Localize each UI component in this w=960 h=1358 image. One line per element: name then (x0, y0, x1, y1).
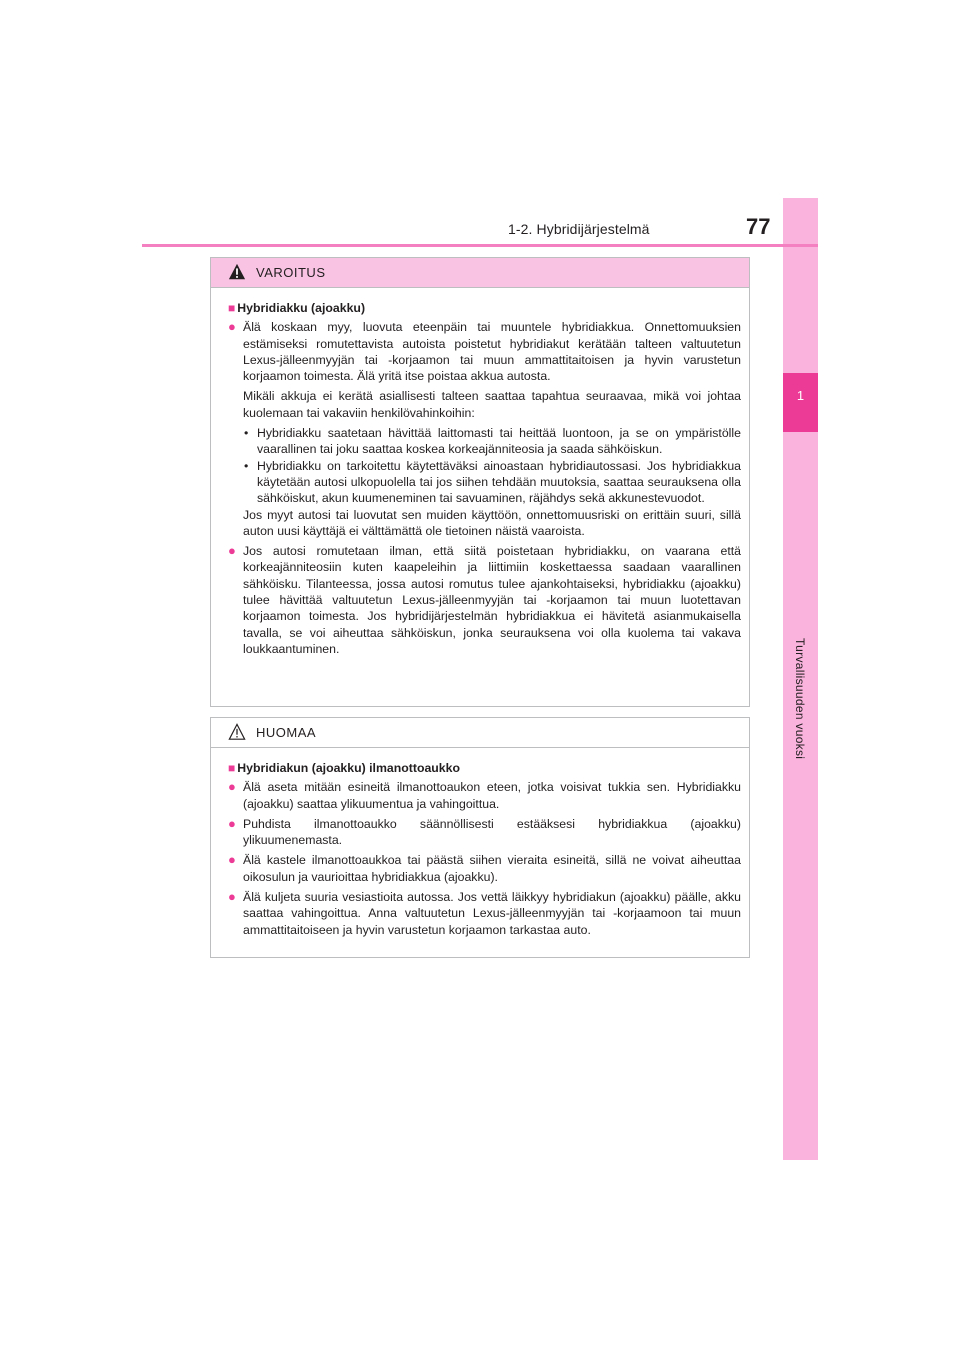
square-bullet-icon: ■ (228, 761, 236, 775)
warning-box-header (211, 258, 749, 288)
chapter-side-strip (783, 198, 818, 1160)
notice-heading: ■ Hybridiakun (ajoakku) ilmanottoaukko (228, 761, 460, 775)
circle-bullet-icon: ● (228, 779, 236, 795)
warning-item (228, 543, 741, 657)
circle-bullet-icon: ● (228, 543, 236, 559)
circle-bullet-icon: ● (228, 319, 236, 335)
notice-item: ● Älä kuljeta suuria vesiastioita autossa. Jos vettä läikkyy hybridiakun (ajoakku) päälle, akku saattaa vahingoittua. Anna valtuutetun Lexus-jälleenmyyjän tai -korjaamoon tai muun ammattitaitoiseen ja hyvin varustetun korjaamon tarkastaa auto. (228, 889, 741, 937)
warning-sub-bullet: • Hybridiakku saatetaan hävittää laittomasti tai heittää luontoon, ja se on ympäristölle vaarallinen tai joku saattaa koskea korkeajänniteosia ja saada sähköiskun. (244, 426, 741, 457)
circle-bullet-icon: ● (228, 815, 236, 831)
page-number: 77 (746, 214, 771, 239)
warning-sub-bullet: • Hybridiakku on tarkoitettu käytettäväksi ainoastaan hybridiautossasi. Jos hybridiakkua käytetään autosi ulkopuolella tai jos siihen tehdään muutoksia, saattaa seurauksena olla sähköiskut, akun kuumeneminen tai savuaminen, räjähdys sekä akkunestevuodot. (244, 458, 741, 506)
warning-body (211, 288, 749, 657)
chapter-title: Turvallisuuden vuoksi (793, 638, 807, 760)
warning-box (210, 257, 750, 707)
notice-box-header (211, 718, 749, 748)
warning-item-para: Mikäli akkuja ei kerätä asiallisesti talteen saattaa tapahtua seuraavaa, mikä voi johtaa kuolemaan tai vakaviin henkilövahinkoihin: (243, 389, 741, 420)
notice-item: ● Älä aseta mitään esineitä ilmanottoaukon eteen, jotka voisivat tukkia sen. Hybridiakku (ajoakku) saattaa ylikuumentua ja vahingoittua. (228, 779, 741, 811)
warning-triangle-icon (228, 263, 246, 281)
circle-bullet-icon: ● (228, 889, 236, 905)
warning-label: VAROITUS (256, 265, 326, 280)
notice-box (210, 717, 750, 958)
notice-item: ● Älä kastele ilmanottoaukkoa tai päästä siihen vieraita esineitä, sillä ne voivat aiheuttaa oikosulun ja vaurioittaa hybridiakkua (ajoakku). (228, 852, 741, 884)
notice-body (211, 748, 749, 938)
notice-triangle-icon (228, 723, 246, 741)
warning-item (228, 319, 741, 539)
notice-item: ● Puhdista ilmanottoaukko säännöllisesti estääksesi hybridiakkua (ajoakku) ylikuumenemasta. (228, 815, 741, 848)
warning-item-para: Jos myyt autosi tai luovutat sen muiden käyttöön, onnettomuusriski on erittäin suuri, sillä auton uusi käyttäjä ei välttämättä ole tietoinen näistä vaaroista. (243, 507, 741, 538)
notice-label: HUOMAA (256, 725, 317, 740)
circle-bullet-icon: ● (228, 852, 236, 868)
chapter-number: 1 (796, 388, 805, 403)
section-title: 1-2. Hybridijärjestelmä (508, 221, 650, 237)
square-bullet-icon: ■ (228, 301, 236, 315)
warning-item-text: Älä koskaan myy, luovuta eteenpäin tai muuntele hybridiakkua. Onnettomuuksien estämiseksi romutettavista autoista poistetut hybridiakut kerätään talteen valtuutetun Lexus-jälleenmyyjän tai -korjaamon tai muun ammattitaitoisen ja hyvin varustetun korjaamon toimesta. Älä yritä itse poistaa akkua autosta. (243, 320, 741, 384)
header-divider (142, 244, 818, 247)
warning-heading: ■ Hybridiakku (ajoakku) (228, 301, 366, 315)
warning-item-text: Jos autosi romutetaan ilman, että siitä poistetaan hybridiakku, on vaarana että korkeajänniteosiin kuten kaapeleihin ja liittimiin koskettaessa saadaan vaarallinen sähköisku. Tilanteessa, jossa autosi romutus tulee ajankohtaiseksi, hybridiakku (ajoakku) tulee hävittää valtuutetun Lexus-jälleenmyyjän tai -korjaamon tai muun luotettavan korjaamon toimesta. Jos hybridijärjestelmän hybridiakkua ei hävitetä asianmukaisella tavalla, se voi aiheuttaa sähköiskun, jonka seurauksena voi olla kuolema tai vakava loukkaantuminen. (243, 544, 741, 656)
